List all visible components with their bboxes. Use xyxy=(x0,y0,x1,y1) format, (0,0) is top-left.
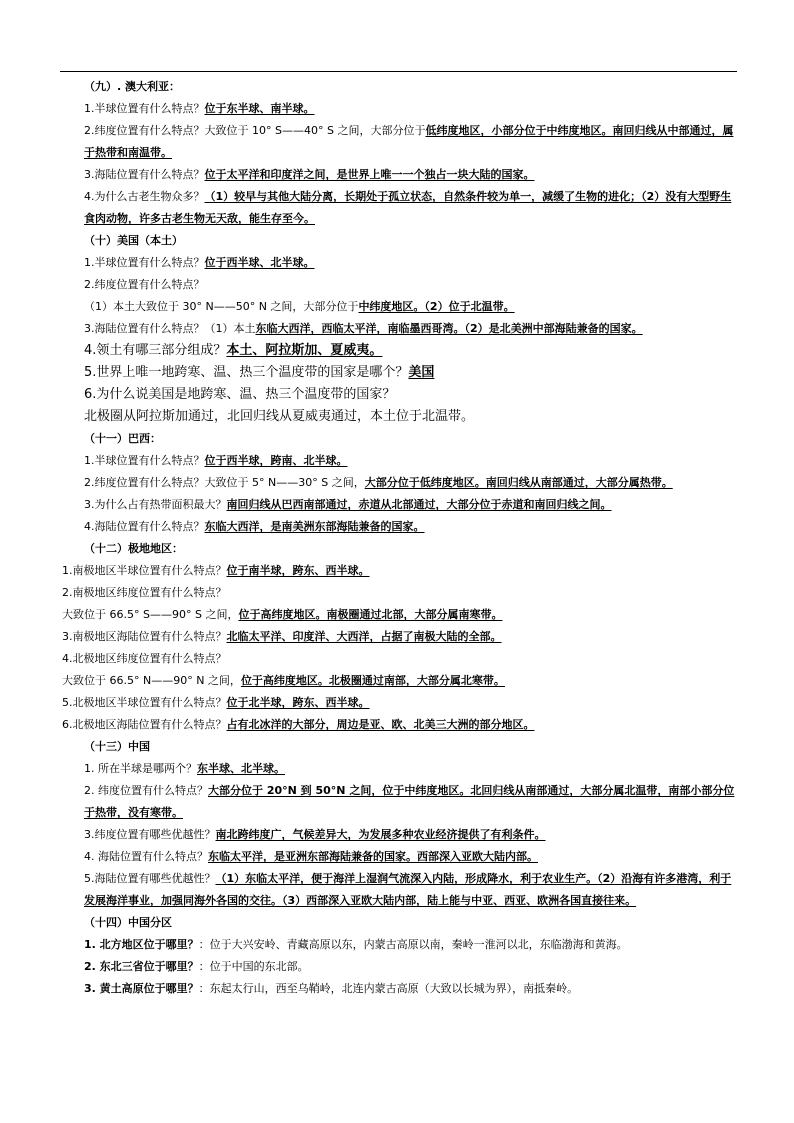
answer: 大部分位于 20°N 到 50°N 之间，位于中纬度地区。北回归线从南部通过，大部分属北温带，南部小部分位于热带，没有寒带。 xyxy=(84,784,735,819)
answer: （1）东临太平洋，便于海洋上湿润气流深入内陆，形成降水，利于农业生产。（2）沿海有许多港湾，利于发展海洋事业，加强同海外各国的交往。（3）西部深入亚欧大陆内部，陆上能与中亚、西亚、欧洲各国直接往来。 xyxy=(84,872,732,907)
question-line: 5.世界上唯一地跨寒、温、热三个温度带的国家是哪个？美国 xyxy=(84,365,435,380)
section-title-brazil: （十一）巴西： xyxy=(84,432,161,445)
answer: 位于东半球、南半球。 xyxy=(204,102,315,115)
question-line: 5.海陆位置有哪些优越性？（1）东临太平洋，便于海洋上湿润气流深入内陆，形成降水，利于农业生产。（2）沿海有许多港湾，利于发展海洋事业，加强同海外各国的交往。（3）西部深入亚欧大陆内部，陆上能与中亚、西亚、欧洲各国直接往来。 xyxy=(84,872,732,907)
answer: 东临大西洋，西临太平洋，南临墨西哥湾。（2）是北美洲中部海陆兼备的国家。 xyxy=(255,322,643,335)
answer: 位于高纬度地区。北极圈通过南部，大部分属北寒带。 xyxy=(240,674,505,687)
question-line: 4. 海陆位置有什么特点？东临太平洋，是亚洲东部海陆兼备的国家。西部深入亚欧大陆内部。 xyxy=(84,850,538,863)
header-rule xyxy=(60,71,737,72)
answer: 低纬度地区，小部分位于中纬度地区。南回归线从中部通过，属于热带和南温带。 xyxy=(84,124,734,159)
question-line: 3.南极地区海陆位置有什么特点？北临太平洋、印度洋、大西洋，占据了南极大陆的全部。 xyxy=(62,630,502,643)
question-line: 2. 东北三省位于哪里？：位于中国的东北部。 xyxy=(84,960,309,973)
answer: 美国 xyxy=(408,365,435,380)
section-title-australia: （九）. 澳大利亚： xyxy=(84,80,181,93)
question-line: 2. 纬度位置有什么特点？大部分位于 20°N 到 50°N 之间，位于中纬度地区。北回归线从南部通过，大部分属北温带，南部小部分位于热带，没有寒带。 xyxy=(84,784,735,819)
question-line: 6.北极地区海陆位置有什么特点？占有北冰洋的大部分，周边是亚、欧、北美三大洲的部分地区。 xyxy=(62,718,535,731)
question-line: 2.南极地区纬度位置有什么特点？ xyxy=(62,586,227,599)
answer-line: （1）本土大致位于 30° N——50° N 之间，大部分位于中纬度地区。（2）位于北温带。 xyxy=(84,300,515,313)
answer: ：位于中国的东北部。 xyxy=(198,960,309,973)
question-line: 1.半球位置有什么特点？位于西半球，跨南、北半球。 xyxy=(84,454,348,467)
answer-line: 大致位于 66.5° N——90° N 之间，位于高纬度地区。北极圈通过南部，大部分属北寒带。 xyxy=(62,674,505,687)
answer-line: 北极圈从阿拉斯加通过，北回归线从夏威夷通过，本土位于北温带。 xyxy=(84,409,475,424)
question-line: 4.海陆位置有什么特点？东临大西洋，是南美洲东部海陆兼备的国家。 xyxy=(84,520,425,533)
question-line: 1.南极地区半球位置有什么特点？位于南半球，跨东、西半球。 xyxy=(62,564,370,577)
answer: 南回归线从巴西南部通过，赤道从北部通过，大部分位于赤道和南回归线之间。 xyxy=(226,498,612,511)
answer: 位于西半球、北半球。 xyxy=(204,256,315,269)
answer: 位于高纬度地区。南极圈通过北部，大部分属南寒带。 xyxy=(238,608,503,621)
question-line: 5.北极地区半球位置有什么特点？位于北半球，跨东、西半球。 xyxy=(62,696,370,709)
question-line: 2.纬度位置有什么特点？大致位于 5° N——30° S 之间，大部分位于低纬度地区。南回归线从南部通过，大部分属热带。 xyxy=(84,476,673,489)
answer: 东临大西洋，是南美洲东部海陆兼备的国家。 xyxy=(204,520,425,533)
section-title-regions: （十四）中国分区 xyxy=(84,916,172,929)
answer-line: 大致位于 66.5° S——90° S 之间，位于高纬度地区。南极圈通过北部，大部分属南寒带。 xyxy=(62,608,503,621)
content xyxy=(62,76,738,1000)
section-title-usa: （十）美国（本土） xyxy=(84,234,183,247)
answer: 位于北半球，跨东、西半球。 xyxy=(226,696,370,709)
question-line: 2.纬度位置有什么特点？大致位于 10° S——40° S 之间，大部分位于低纬度地区，小部分位于中纬度地区。南回归线从中部通过，属于热带和南温带。 xyxy=(84,124,734,159)
answer: 位于南半球，跨东、西半球。 xyxy=(226,564,370,577)
question-line: 4.为什么古老生物众多？（1）较早与其他大陆分离，长期处于孤立状态，自然条件较为单一，减缓了生物的进化；（2）没有大型野生食肉动物，许多古老生物无天敌，能生存至今。 xyxy=(84,190,732,225)
answer: （1）较早与其他大陆分离，长期处于孤立状态，自然条件较为单一，减缓了生物的进化；（2）没有大型野生食肉动物，许多古老生物无天敌，能生存至今。 xyxy=(84,190,732,225)
answer: 占有北冰洋的大部分，周边是亚、欧、北美三大洲的部分地区。 xyxy=(226,718,535,731)
question-line: 1.半球位置有什么特点？位于西半球、北半球。 xyxy=(84,256,315,269)
question-line: 3.海陆位置有什么特点？位于太平洋和印度洋之间，是世界上唯一一个独占一块大陆的国家。 xyxy=(84,168,535,181)
answer: 南北跨纬度广，气候差异大，为发展多种农业经济提供了有利条件。 xyxy=(215,828,546,841)
question-line: 6.为什么说美国是地跨寒、温、热三个温度带的国家？ xyxy=(84,387,396,402)
section-title-polar: （十二）极地地区： xyxy=(84,542,183,555)
question-line: 2.纬度位置有什么特点？ xyxy=(84,278,205,291)
answer: ：位于大兴安岭、青藏高原以东，内蒙古高原以南，秦岭一淮河以北，东临渤海和黄海。 xyxy=(198,938,628,951)
question-line: 3.海陆位置有什么特点？（1）本土东临大西洋，西临太平洋，南临墨西哥湾。（2）是北美洲中部海陆兼备的国家。 xyxy=(84,322,643,335)
question-line: 1. 北方地区位于哪里？：位于大兴安岭、青藏高原以东，内蒙古高原以南，秦岭一淮河以北，东临渤海和黄海。 xyxy=(84,938,628,951)
answer: 位于西半球，跨南、北半球。 xyxy=(204,454,348,467)
section-title-china: （十三）中国 xyxy=(84,740,150,753)
answer: 本土、阿拉斯加、夏威夷。 xyxy=(226,343,383,358)
answer: ：东起太行山，西至乌鞘岭，北连内蒙古高原（大致以长城为界），南抵秦岭。 xyxy=(198,982,579,995)
question-line: 3. 黄土高原位于哪里？：东起太行山，西至乌鞘岭，北连内蒙古高原（大致以长城为界），南抵秦岭。 xyxy=(84,982,579,995)
answer: 北临太平洋、印度洋、大西洋，占据了南极大陆的全部。 xyxy=(226,630,502,643)
question-line: 1.半球位置有什么特点？位于东半球、南半球。 xyxy=(84,102,315,115)
answer: 中纬度地区。（2）位于北温带。 xyxy=(358,300,515,313)
answer: 位于太平洋和印度洋之间，是世界上唯一一个独占一块大陆的国家。 xyxy=(204,168,535,181)
question-line: 3.为什么占有热带面积最大？南回归线从巴西南部通过，赤道从北部通过，大部分位于赤道和南回归线之间。 xyxy=(84,498,612,511)
answer: 大部分位于低纬度地区。南回归线从南部通过，大部分属热带。 xyxy=(364,476,673,489)
question-line: 1. 所在半球是哪两个？东半球、北半球。 xyxy=(84,762,285,775)
answer: 东半球、北半球。 xyxy=(197,762,285,775)
question-line: 3.纬度位置有哪些优越性？南北跨纬度广，气候差异大，为发展多种农业经济提供了有利条件。 xyxy=(84,828,546,841)
question-line: 4.北极地区纬度位置有什么特点？ xyxy=(62,652,227,665)
question-line: 4.领土有哪三部分组成？本土、阿拉斯加、夏威夷。 xyxy=(84,343,383,358)
answer: 东临太平洋，是亚洲东部海陆兼备的国家。西部深入亚欧大陆内部。 xyxy=(208,850,538,863)
